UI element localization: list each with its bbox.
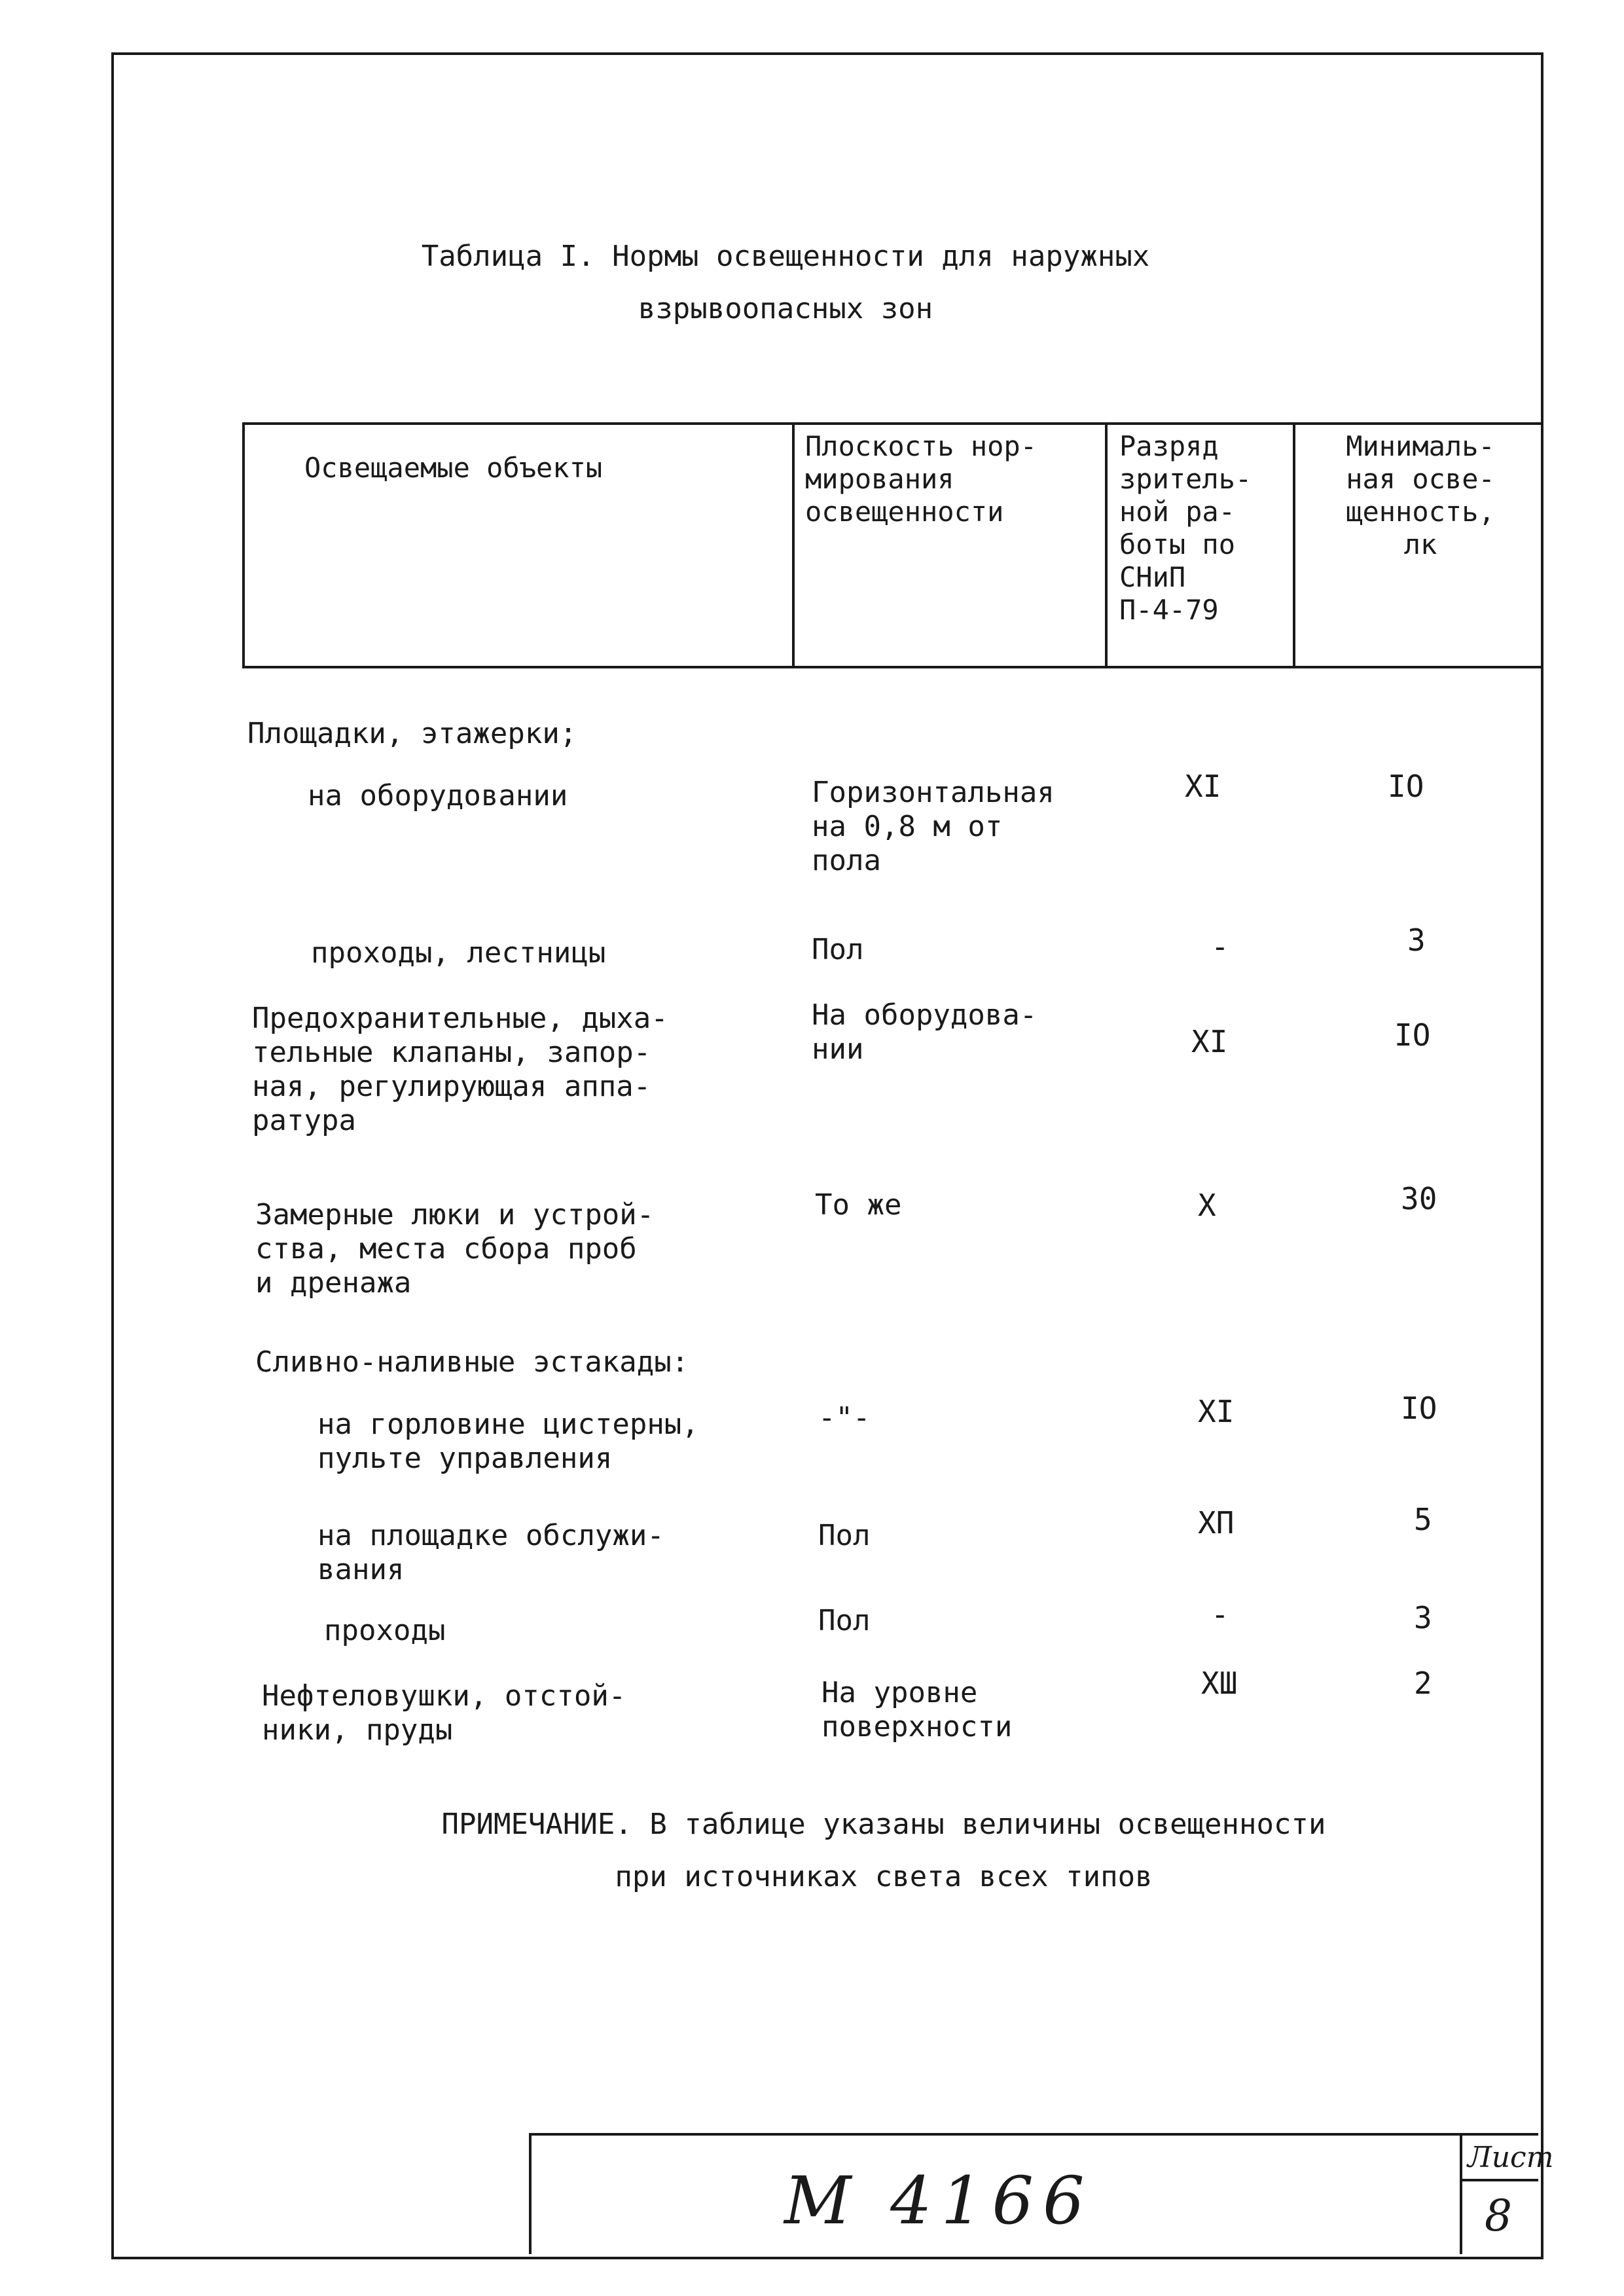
row-plane: Пол [818,1604,871,1637]
table-header [242,422,1542,668]
table-title-line-2: взрывоопасных зон [638,292,933,325]
row-category: XI [1191,1024,1228,1059]
row-plane: -"- [818,1401,871,1434]
row-category: X [1198,1188,1216,1223]
row-lux: 5 [1414,1502,1432,1537]
row-lux: 2 [1414,1666,1432,1701]
row-object: на оборудовании [308,779,568,812]
note-line-2: при источниках света всех типов [615,1860,1153,1893]
header-plane: Плоскость нор- мирования освещенности [805,430,1038,528]
row-lux: IO [1401,1391,1437,1426]
title-block [529,2133,1554,2254]
group-heading-loading-racks: Сливно-наливные эстакады: [255,1345,689,1379]
row-object: Нефтеловушки, отстой- ники, пруды [262,1679,626,1747]
row-lux: 3 [1407,922,1426,958]
row-lux: IO [1388,769,1424,804]
row-category: XШ [1201,1666,1238,1701]
header-min-lux: Минималь- ная осве- щенность, лк [1346,430,1495,560]
page-frame [111,52,1543,2259]
note-line-1: ПРИМЕЧАНИЕ. В таблице указаны величины освещенности [441,1808,1326,1841]
sheet-label: Лист [1468,2141,1554,2174]
row-lux: 30 [1401,1181,1437,1216]
row-plane: То же [815,1188,902,1222]
header-category: Разряд зритель- ной ра- боты по СНиП П-4-79 [1119,430,1252,626]
document-code: М 4166 [784,2162,1094,2239]
row-category: XI [1198,1394,1235,1429]
row-lux: IO [1394,1017,1431,1053]
row-object: на площадке обслужи- вания [317,1519,664,1586]
row-plane: Горизонтальная на 0,8 м от пола [812,776,1055,877]
row-object: Предохранительные, дыха- тельные клапаны, запор- ная, регулирующая аппа- ратура [252,1002,668,1137]
table-title-line-1: Таблица I. Нормы освещенности для наружных [421,240,1150,273]
sheet-number: 8 [1485,2191,1512,2241]
row-object: Замерные люки и устрой- ства, места сбора проб и дренажа [255,1198,655,1300]
row-lux: 3 [1414,1600,1432,1635]
row-object: проходы [324,1614,446,1647]
row-plane: Пол [812,933,864,966]
row-plane: На уровне поверхности [821,1676,1013,1743]
row-category: XI [1185,769,1221,804]
group-heading-platforms: Площадки, этажерки; [247,717,577,750]
row-plane: На оборудова- нии [812,998,1038,1066]
row-category: - [1211,1597,1229,1632]
row-category: - [1211,929,1229,964]
row-plane: Пол [818,1519,871,1552]
row-object: на горловине цистерны, пульте управления [317,1408,699,1475]
row-category: XП [1198,1505,1235,1540]
header-objects: Освещаемые объекты [304,452,603,484]
row-object: проходы, лестницы [311,936,606,970]
